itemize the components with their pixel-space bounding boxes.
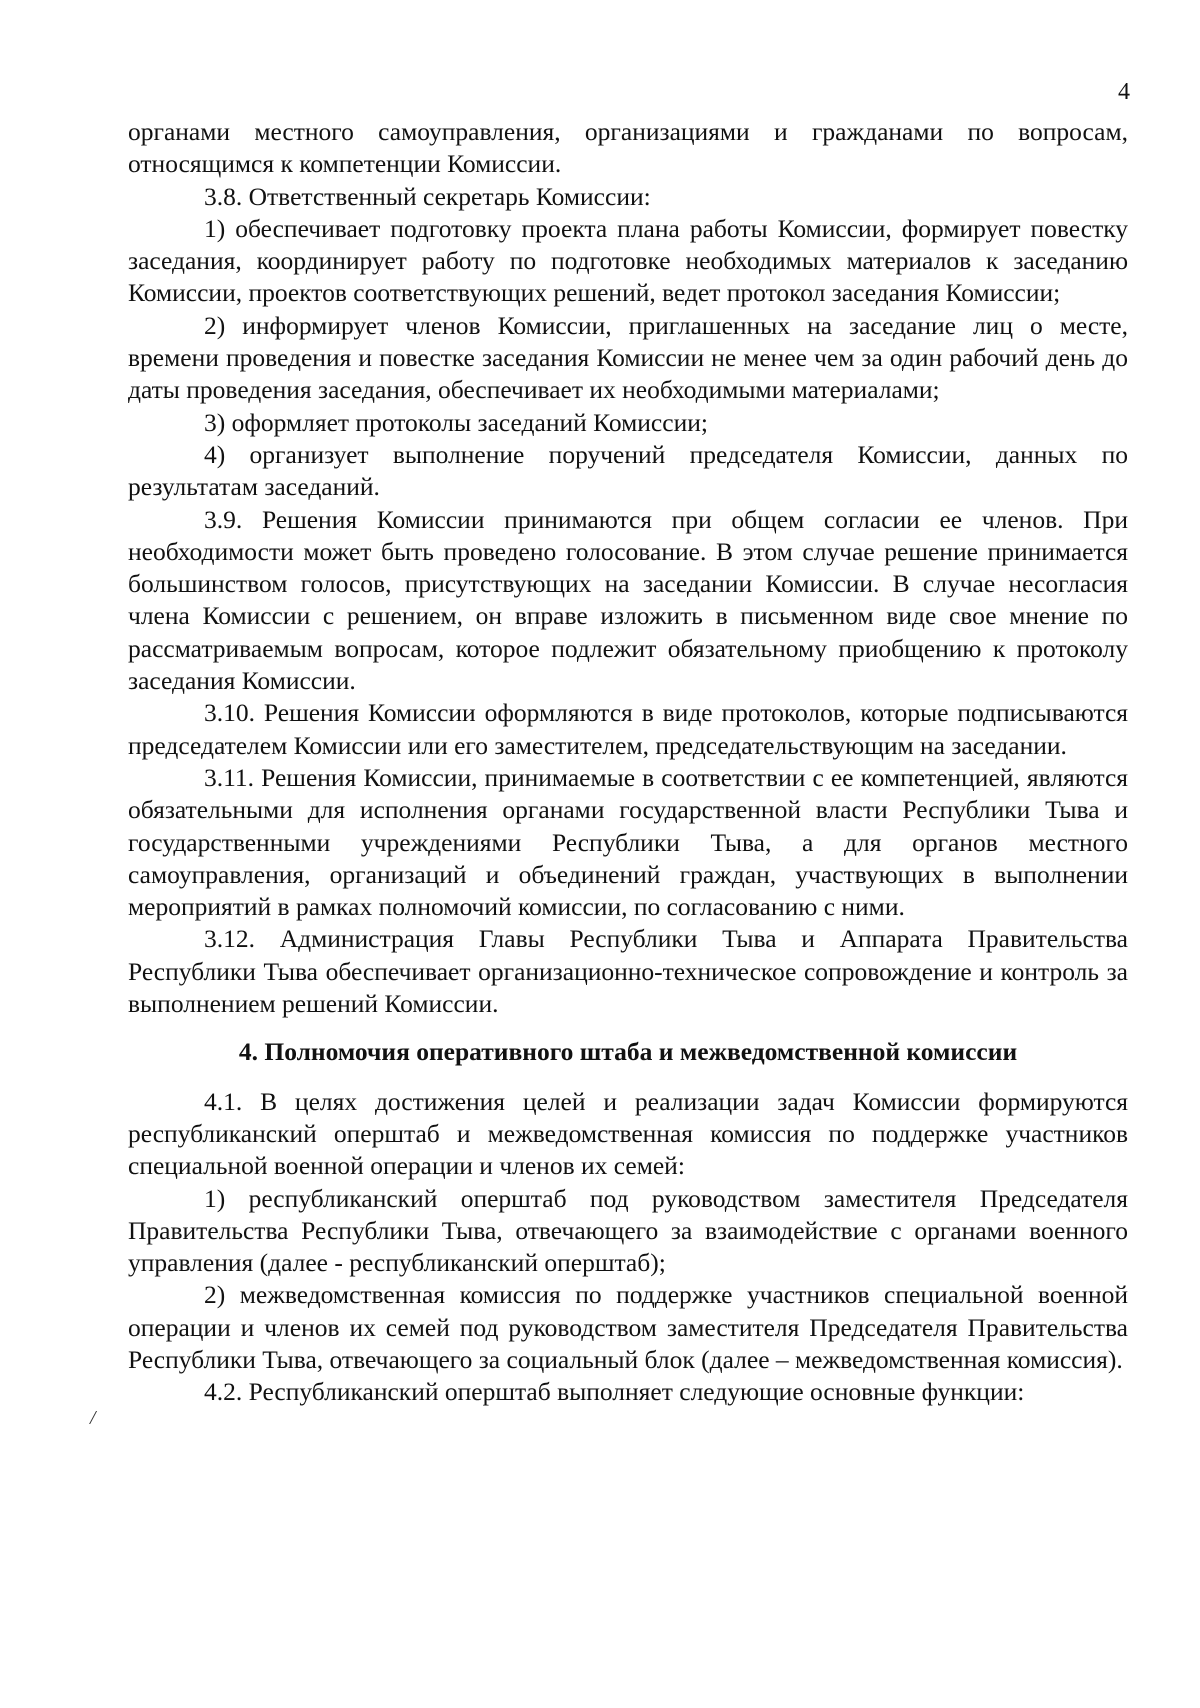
- paragraph-continuation: органами местного самоуправления, организациями и гражданами по вопросам, относящимся к компетенции Комиссии.: [128, 117, 1128, 179]
- paragraph-3-10: 3.10. Решения Комиссии оформляются в виде протоколов, которые подписываются председателем Комиссии или его заместителем, председательствующим на заседании.: [128, 698, 1128, 760]
- paragraph-4-1-item-2: 2) межведомственная комиссия по поддержке участников специальной военной операции и членов их семей под руководством заместителя Председателя Правительства Республики Тыва, отвечающего за социальный блок (далее – межведомственная комиссия).: [128, 1280, 1128, 1374]
- paragraph-3-11: 3.11. Решения Комиссии, принимаемые в соответствии с ее компетенцией, являются обязательными для исполнения органами государственной власти Республики Тыва и государственными учреждениями Республики Тыва, а для органов местного самоуправления, организаций и объединений граждан, участвующих в выполнении мероприятий в рамках полномочий комиссии, по согласованию с ними.: [128, 762, 1128, 922]
- paragraph-3-8-item-4: 4) организует выполнение поручений председателя Комиссии, данных по результатам заседаний.: [128, 439, 1128, 502]
- paragraph-4-1: 4.1. В целях достижения целей и реализации задач Комиссии формируются республиканский оперштаб и межведомственная комиссия по поддержке участников специальной военной операции и членов их семей:: [128, 1086, 1128, 1181]
- paragraph-4-1-item-1: 1) республиканский оперштаб под руководством заместителя Председателя Правительства Республики Тыва, отвечающего за взаимодействие с органами военного управления (далее - республиканский оперштаб);: [128, 1183, 1128, 1278]
- paragraph-4-2: 4.2. Республиканский оперштаб выполняет следующие основные функции:: [204, 1377, 1025, 1407]
- paragraph-3-12: 3.12. Администрация Главы Республики Тыва и Аппарата Правительства Республики Тыва обеспечивает организационно-техническое сопровождение и контроль за выполнением решений Комиссии.: [128, 924, 1128, 1019]
- paragraph-3-8-item-1: 1) обеспечивает подготовку проекта плана работы Комиссии, формирует повестку заседания, координирует работу по подготовке необходимых материалов к заседанию Комиссии, проектов соответствующих решений, ведет протокол заседания Комиссии;: [128, 213, 1128, 308]
- page-number: 4: [1118, 79, 1130, 105]
- margin-mark: /: [90, 1407, 96, 1429]
- paragraph-3-8: 3.8. Ответственный секретарь Комиссии:: [204, 181, 651, 211]
- paragraph-3-8-item-3: 3) оформляет протоколы заседаний Комиссии;: [204, 407, 708, 437]
- document-body: [128, 116, 1128, 1409]
- paragraph-3-9: 3.9. Решения Комиссии принимаются при общем согласии ее членов. При необходимости может быть проведено голосование. В этом случае решение принимается большинством голосов, присутствующих на заседании Комиссии. В случае несогласия члена Комиссии с решением, он вправе изложить в письменном виде свое мнение по рассматриваемым вопросам, которое подлежит обязательному приобщению к протоколу заседания Комиссии.: [128, 504, 1128, 696]
- section-heading-4: 4. Полномочия оперативного штаба и межведомственной комиссии: [238, 1037, 1018, 1067]
- paragraph-3-8-item-2: 2) информирует членов Комиссии, приглашенных на заседание лиц о месте, времени проведения и повестке заседания Комиссии не менее чем за один рабочий день до даты проведения заседания, обеспечивает их необходимыми материалами;: [128, 310, 1128, 405]
